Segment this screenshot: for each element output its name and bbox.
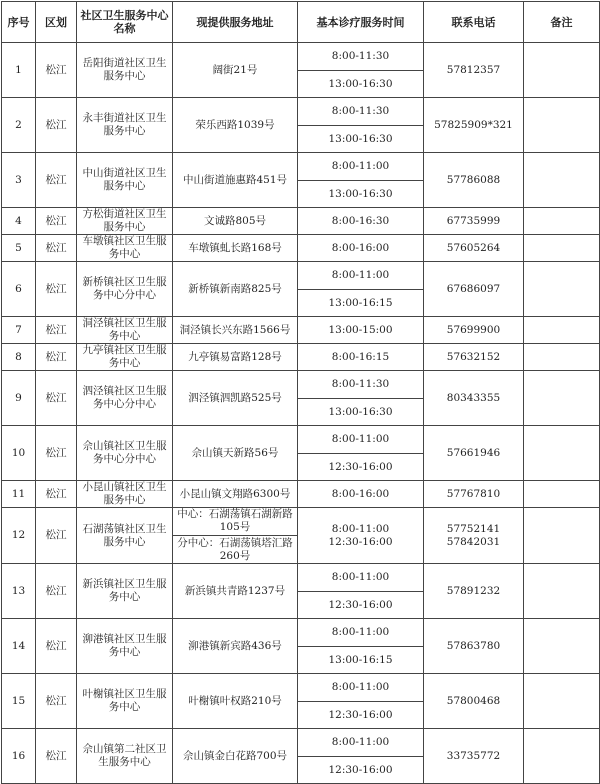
row-remark bbox=[524, 208, 600, 235]
row-center-name: 泖港镇社区卫生服务中心 bbox=[77, 619, 173, 674]
row-hours-slot: 8:00-11:00 bbox=[331, 269, 390, 281]
row-hours-slot: 13:00-16:30 bbox=[298, 180, 423, 207]
row-district: 松江 bbox=[36, 564, 77, 619]
row-hours-slot: 8:00-11:30 bbox=[331, 378, 390, 390]
row-district: 松江 bbox=[36, 508, 77, 564]
row-address: 新桥镇新南路825号 bbox=[173, 262, 298, 317]
row-hours-slot: 12:30-16:00 bbox=[298, 701, 423, 728]
row-center-name: 洞泾镇社区卫生服务中心 bbox=[77, 317, 173, 344]
row-hours bbox=[298, 208, 424, 235]
row-hours bbox=[298, 481, 424, 508]
row-phone bbox=[424, 508, 524, 564]
row-district: 松江 bbox=[36, 729, 77, 784]
table-row bbox=[2, 371, 600, 426]
row-phone: 57699900 bbox=[424, 317, 524, 344]
row-address: 九亭镇易富路128号 bbox=[173, 344, 298, 371]
row-hours bbox=[298, 564, 424, 619]
row-remark bbox=[524, 426, 600, 481]
row-center-name: 岳阳街道社区卫生服务中心 bbox=[77, 43, 173, 98]
row-phone: 57661946 bbox=[424, 426, 524, 481]
row-district: 松江 bbox=[36, 43, 77, 98]
row-index: 1 bbox=[2, 43, 36, 98]
table-row bbox=[2, 208, 600, 235]
row-district: 松江 bbox=[36, 262, 77, 317]
row-hours-line: 12:30-16:00 bbox=[328, 535, 393, 548]
row-center-name: 佘山镇社区卫生服务中心分中心 bbox=[77, 426, 173, 481]
row-center-name: 石湖荡镇社区卫生服务中心 bbox=[77, 508, 173, 564]
row-phone: 67686097 bbox=[424, 262, 524, 317]
table-row bbox=[2, 317, 600, 344]
row-address: 泗泾镇泗凯路525号 bbox=[173, 371, 298, 426]
row-remark bbox=[524, 508, 600, 564]
row-hours-slot: 8:00-11:00 bbox=[331, 571, 390, 583]
row-district: 松江 bbox=[36, 98, 77, 153]
table-row bbox=[2, 262, 600, 317]
header-name: 社区卫生服务中心名称 bbox=[77, 2, 173, 43]
row-hours bbox=[298, 317, 424, 344]
row-hours-slot: 8:00-11:00 bbox=[331, 626, 390, 638]
row-index: 14 bbox=[2, 619, 36, 674]
row-remark bbox=[524, 674, 600, 729]
row-district: 松江 bbox=[36, 481, 77, 508]
table-row bbox=[2, 43, 600, 98]
row-center-name: 小昆山镇社区卫生服务中心 bbox=[77, 481, 173, 508]
row-center-name: 永丰街道社区卫生服务中心 bbox=[77, 98, 173, 153]
row-index: 3 bbox=[2, 153, 36, 208]
row-phone-line: 57842031 bbox=[446, 535, 501, 548]
row-hours-slot: 8:00-16:00 bbox=[331, 487, 390, 500]
row-hours-slot: 8:00-16:30 bbox=[331, 214, 390, 227]
row-center-name: 方松街道社区卫生服务中心 bbox=[77, 208, 173, 235]
row-hours-slot: 8:00-11:00 bbox=[331, 681, 390, 693]
row-phone: 57767810 bbox=[424, 481, 524, 508]
row-district: 松江 bbox=[36, 235, 77, 262]
table-row bbox=[2, 481, 600, 508]
row-index: 10 bbox=[2, 426, 36, 481]
row-index: 11 bbox=[2, 481, 36, 508]
row-address-part: 中心：石湖荡镇石湖新路105号 bbox=[173, 508, 297, 536]
header-row bbox=[2, 2, 600, 43]
row-district: 松江 bbox=[36, 371, 77, 426]
table-row bbox=[2, 153, 600, 208]
row-hours-slot: 8:00-16:15 bbox=[331, 350, 390, 363]
header-hours: 基本诊疗服务时间 bbox=[298, 2, 424, 43]
row-address: 荣乐西路1039号 bbox=[173, 98, 298, 153]
row-index: 5 bbox=[2, 235, 36, 262]
row-hours-slot: 8:00-11:30 bbox=[331, 50, 390, 62]
row-address-part: 分中心：石湖荡镇塔汇路260号 bbox=[177, 537, 293, 562]
table-row bbox=[2, 508, 600, 564]
row-district: 松江 bbox=[36, 344, 77, 371]
row-address: 新浜镇共青路1237号 bbox=[173, 564, 298, 619]
row-remark bbox=[524, 344, 600, 371]
table-row bbox=[2, 98, 600, 153]
row-hours bbox=[298, 153, 424, 208]
row-phone: 57632152 bbox=[424, 344, 524, 371]
row-phone-line: 57752141 bbox=[446, 522, 501, 535]
row-remark bbox=[524, 317, 600, 344]
row-remark bbox=[524, 235, 600, 262]
row-remark bbox=[524, 481, 600, 508]
row-remark bbox=[524, 564, 600, 619]
row-center-name: 九亭镇社区卫生服务中心 bbox=[77, 344, 173, 371]
row-phone: 57825909*321 bbox=[424, 98, 524, 153]
row-hours-slot: 13:00-16:30 bbox=[298, 398, 423, 425]
table-row bbox=[2, 344, 600, 371]
row-address: 中山街道施惠路451号 bbox=[173, 153, 298, 208]
header-address: 现提供服务地址 bbox=[173, 2, 298, 43]
row-district: 松江 bbox=[36, 317, 77, 344]
row-hours-slot: 8:00-11:30 bbox=[331, 105, 390, 117]
row-hours-slot: 8:00-11:00 bbox=[331, 736, 390, 748]
row-hours bbox=[298, 729, 424, 784]
row-address: 佘山镇天新路56号 bbox=[173, 426, 298, 481]
row-hours-slot: 13:00-16:15 bbox=[298, 646, 423, 673]
row-center-name: 中山街道社区卫生服务中心 bbox=[77, 153, 173, 208]
table-row bbox=[2, 729, 600, 784]
table-row bbox=[2, 235, 600, 262]
row-phone: 57605264 bbox=[424, 235, 524, 262]
row-index: 15 bbox=[2, 674, 36, 729]
row-hours-slot: 13:00-16:30 bbox=[298, 125, 423, 152]
row-center-name: 新浜镇社区卫生服务中心 bbox=[77, 564, 173, 619]
row-phone: 57786088 bbox=[424, 153, 524, 208]
row-address: 文诚路805号 bbox=[173, 208, 298, 235]
row-center-name: 新桥镇社区卫生服务中心分中心 bbox=[77, 262, 173, 317]
table-row bbox=[2, 619, 600, 674]
row-remark bbox=[524, 371, 600, 426]
row-hours bbox=[298, 98, 424, 153]
row-remark bbox=[524, 43, 600, 98]
row-hours bbox=[298, 262, 424, 317]
row-hours-slot: 8:00-11:00 bbox=[331, 433, 390, 445]
row-index: 16 bbox=[2, 729, 36, 784]
row-address: 车墩镇虬长路168号 bbox=[173, 235, 298, 262]
row-center-name: 佘山镇第二社区卫生服务中心 bbox=[77, 729, 173, 784]
row-address: 叶榭镇叶权路210号 bbox=[173, 674, 298, 729]
row-hours-slot: 13:00-15:00 bbox=[328, 323, 393, 336]
row-index: 6 bbox=[2, 262, 36, 317]
row-address: 佘山镇金白花路700号 bbox=[173, 729, 298, 784]
row-index: 2 bbox=[2, 98, 36, 153]
row-phone: 33735772 bbox=[424, 729, 524, 784]
row-district: 松江 bbox=[36, 208, 77, 235]
row-hours bbox=[298, 508, 424, 564]
row-hours bbox=[298, 426, 424, 481]
row-center-name: 叶榭镇社区卫生服务中心 bbox=[77, 674, 173, 729]
row-hours-line: 8:00-11:00 bbox=[331, 522, 390, 535]
row-district: 松江 bbox=[36, 619, 77, 674]
service-center-table bbox=[1, 1, 600, 784]
row-hours bbox=[298, 371, 424, 426]
row-remark bbox=[524, 729, 600, 784]
table-row bbox=[2, 426, 600, 481]
row-hours-slot: 8:00-11:00 bbox=[331, 160, 390, 172]
row-hours-slot: 8:00-16:00 bbox=[331, 241, 390, 254]
row-phone: 57863780 bbox=[424, 619, 524, 674]
row-hours bbox=[298, 674, 424, 729]
row-index: 13 bbox=[2, 564, 36, 619]
row-address: 阔街21号 bbox=[173, 43, 298, 98]
row-index: 8 bbox=[2, 344, 36, 371]
row-remark bbox=[524, 262, 600, 317]
row-index: 12 bbox=[2, 508, 36, 564]
row-address: 洞泾镇长兴东路1566号 bbox=[173, 317, 298, 344]
row-hours bbox=[298, 344, 424, 371]
header-index: 序号 bbox=[2, 2, 36, 43]
row-address: 小昆山镇文翔路6300号 bbox=[173, 481, 298, 508]
table-row bbox=[2, 564, 600, 619]
table-row bbox=[2, 674, 600, 729]
row-phone: 57800468 bbox=[424, 674, 524, 729]
row-hours-slot: 13:00-16:15 bbox=[298, 289, 423, 316]
row-hours bbox=[298, 619, 424, 674]
row-remark bbox=[524, 153, 600, 208]
row-hours-slot: 12:30-16:00 bbox=[298, 591, 423, 618]
row-address: 泖港镇新宾路436号 bbox=[173, 619, 298, 674]
row-phone: 67735999 bbox=[424, 208, 524, 235]
header-remark: 备注 bbox=[524, 2, 600, 43]
row-hours-slot: 12:30-16:00 bbox=[298, 453, 423, 480]
row-index: 9 bbox=[2, 371, 36, 426]
row-center-name: 泗泾镇社区卫生服务中心分中心 bbox=[77, 371, 173, 426]
row-phone: 57891232 bbox=[424, 564, 524, 619]
row-district: 松江 bbox=[36, 153, 77, 208]
row-address bbox=[173, 508, 298, 564]
row-district: 松江 bbox=[36, 426, 77, 481]
header-phone: 联系电话 bbox=[424, 2, 524, 43]
row-index: 4 bbox=[2, 208, 36, 235]
row-phone: 80343355 bbox=[424, 371, 524, 426]
row-remark bbox=[524, 98, 600, 153]
row-remark bbox=[524, 619, 600, 674]
row-center-name: 车墩镇社区卫生服务中心 bbox=[77, 235, 173, 262]
row-hours-slot: 13:00-16:30 bbox=[298, 70, 423, 97]
row-hours-slot: 12:30-16:00 bbox=[298, 756, 423, 783]
row-phone: 57812357 bbox=[424, 43, 524, 98]
row-district: 松江 bbox=[36, 674, 77, 729]
header-district: 区划 bbox=[36, 2, 77, 43]
row-hours bbox=[298, 43, 424, 98]
row-index: 7 bbox=[2, 317, 36, 344]
row-hours bbox=[298, 235, 424, 262]
